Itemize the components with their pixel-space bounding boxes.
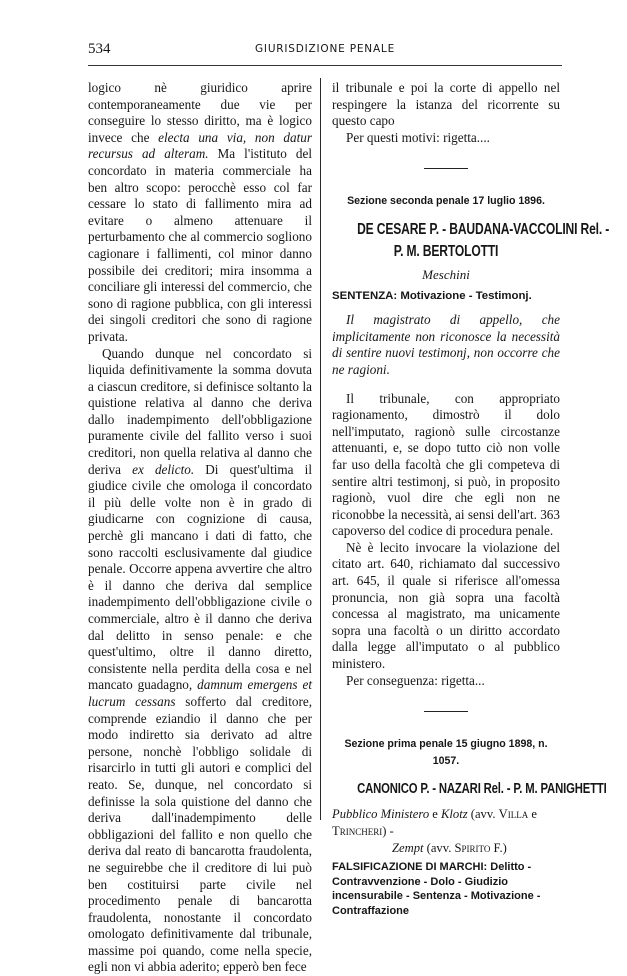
running-title: GIURISDIZIONE PENALE — [88, 43, 562, 55]
continued-text: il tribunale e poi la corte di appello nel respingere la istanza del ricorrente su questo capo — [332, 80, 560, 130]
case-2-parties — [332, 806, 560, 856]
case-2-subject: FALSIFICAZIONE DI MARCHI: Delitto - Contravvenzione - Dolo - Giudizio incensurabile - Sentenza - Motivazione - Contraffazione — [332, 860, 560, 918]
page-number: 534 — [88, 41, 111, 58]
text-run: (avv. — [423, 841, 454, 855]
lawyer-name: Spirito F. — [455, 841, 503, 855]
separator-rule — [424, 168, 468, 169]
text-run: logico nè giuridico aprire contemporaneamente due vie per conseguire lo stesso diritto, ma è logico invece che — [88, 80, 312, 145]
case-2 — [332, 736, 560, 918]
party-name: Pubblico Ministero — [332, 807, 429, 821]
spacer — [332, 379, 560, 391]
text-run: Di quest'ultima il giudice civile che omologa il concordato il più delle volte non è in grado di giudicarne con cognizione di causa, perchè gli mancano i dati di fatto, che sono raccolti esclusivamente dal giudice penale. Occorre appena avvertire che altro è il danno che deriva dal semplice inadempimento dell'obbligazione civile o commerciale, altro è il danno che deriva dal delitto in senso penale: e che quest'ultimo, oltre il danno diretto, consistente nella perdita della cosa e nel mancato guadagno, — [88, 462, 312, 693]
column-divider — [320, 78, 321, 820]
case-1 — [332, 193, 560, 689]
case-1-headnote: Il magistrato di appello, che implicitamente non riconosce la necessità di sentire nuovi testimonj, non occorre che ne ragioni. — [332, 312, 560, 378]
left-column — [88, 80, 312, 976]
left-paragraph-1 — [88, 80, 312, 346]
case-2-section: Sezione prima penale 15 giugno 1898, n. 1057. — [332, 736, 560, 769]
page-header — [88, 41, 562, 63]
latin-phrase: electa una via, non datur recursus ad alteram. — [88, 130, 312, 162]
case-1-party: Meschini — [332, 267, 560, 284]
case-1-judges-line-2: P. M. BERTOLOTTI — [357, 241, 535, 263]
latin-phrase: ex delicto. — [132, 462, 194, 477]
party-name: Zempt — [332, 841, 423, 855]
header-rule — [88, 65, 562, 66]
text-run: Ma l'istituto del concordato in materia commerciale ha ben altro scopo: perocchè esso col far cessare lo stato di fallimento mira ad evitare o almeno attenuare il perturbamento che al commercio sogliono cagionare i fallimenti, col minor danno possibile dei creditori; mira insomma a conciliare gli interessi del commercio, che sono di ragione pubblica, con gli interessi dei singoli creditori che sono di ragione privata. — [88, 146, 312, 344]
right-column — [332, 80, 560, 919]
case-1-verdict: Per conseguenza: rigetta... — [332, 673, 560, 690]
text-run: e — [429, 807, 441, 821]
left-paragraph-2 — [88, 346, 312, 976]
verdict-line: Per questi motivi: rigetta.... — [332, 130, 560, 147]
text-run: e — [528, 807, 537, 821]
text-run: Quando dunque nel concordato si liquida definitivamente la somma dovuta a ciascun creditore, si definisce soltanto la quistione relativa al danno che deriva dallo inadempimento dell'obbligazione puramente civile del fallito verso i suoi creditori, non quella relativa al danno che deriva — [88, 346, 312, 477]
case-1-judges-line-1: DE CESARE P. - BAUDANA-VACCOLINI Rel. - — [357, 219, 535, 241]
case-2-judges: CANONICO P. - NAZARI Rel. - P. M. PANIGHETTI — [357, 778, 535, 800]
lawyer-name: Villa — [499, 807, 529, 821]
text-run: ) - — [382, 824, 394, 838]
case-1-subject: SENTENZA: Motivazione - Testimonj. — [332, 288, 560, 305]
case-1-body-2: Nè è lecito invocare la violazione del citato art. 640, richiamato dal successivo art. 645, il quale si riferisce all'omessa pronuncia, non già sopra una facoltà concessa al magistrato, ma unicamente sopra una facoltà o un diritto accordato dalla legge all'imputato o al pubblico ministero. — [332, 540, 560, 673]
lawyer-name: Trincheri — [332, 824, 382, 838]
party-name: Klotz — [441, 807, 468, 821]
text-run: (avv. — [468, 807, 499, 821]
separator-rule — [424, 711, 468, 712]
latin-phrase: damnum emergens et lucrum cessans — [88, 677, 312, 709]
case-1-section: Sezione seconda penale 17 luglio 1896. — [332, 193, 560, 210]
text-run: sofferto dal creditore, comprende eziandio il danno che per modo indiretto sia derivato ad altre persone, nonchè l'obbligo solidale di risarcirlo in tutti gli autori e complici del reato. Se, dunque, nel concordato si definisse la sola quistione del danno che deriva dall'inadempimento delle obbligazioni del fallito e non quello che deriva dal reato di bancarotta fraudolenta, ne seguirebbe che il creditore di lui può ben costituirsi parte civile nel procedimento penale di bancarotta fraudolenta, nonostante il concordato omologato definitivamente dal tribunale, massime poi quando, come nella specie, egli non vi abbia aderito; epperò ben fece — [88, 694, 312, 975]
text-run: ) — [503, 841, 507, 855]
case-1-body-1: Il tribunale, con appropriato ragionamento, dimostrò il dolo nell'imputato, ragionò sulle circostanze attenuanti, e, se dopo tutto ciò non volle far uso della facoltà che gli competeva di sentire altri testimonj, si può, in proposito ragionò, vuol dire che egli non ne riconobbe la necessità, ai sensi dell'art. 363 capoverso del codice di procedura penale. — [332, 391, 560, 540]
